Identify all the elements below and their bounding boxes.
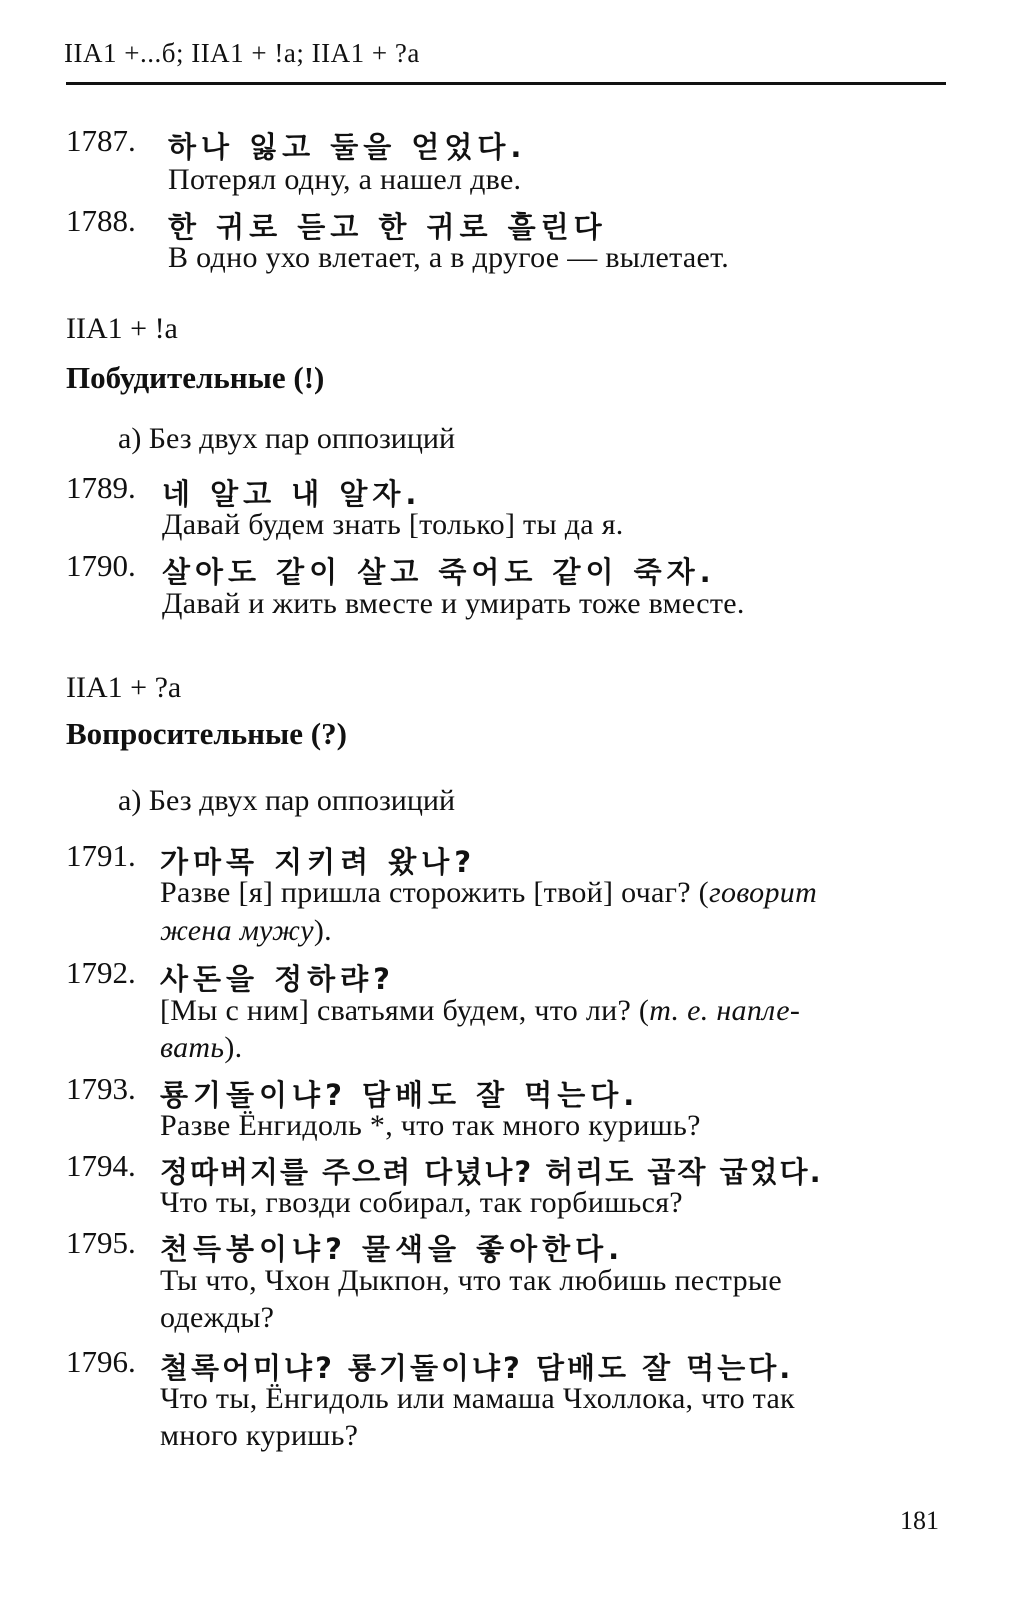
translation-line: одежды? (160, 1301, 275, 1334)
translation: Что ты, гвозди собирал, так горбишься? (160, 1186, 683, 1219)
translation-note: вать (160, 1031, 225, 1064)
korean-proverb: 천득봉이냐? 물색을 좋아한다. (160, 1232, 625, 1266)
page-number: 181 (900, 1506, 939, 1535)
entry-number: 1795. (66, 1225, 136, 1260)
korean-proverb: 네 알고 내 알자. (162, 477, 422, 511)
translation: Давай и жить вместе и умирать тоже вместе. (162, 587, 745, 620)
header-rule (66, 82, 946, 85)
korean-proverb: 정따버지를 주으려 다녔나? 허리도 곱작 굽었다. (160, 1155, 823, 1189)
korean-proverb: 사돈을 정하랴? (160, 962, 396, 996)
entry-number: 1792. (66, 955, 136, 990)
translation-line (160, 1031, 242, 1065)
translation: Давай будем знать [только] ты да я. (162, 508, 624, 541)
translation-note: жена мужу (160, 914, 314, 947)
entry-number: 1788. (66, 203, 136, 238)
translation: Разве Ёнгидоль *, что так много куришь? (160, 1109, 701, 1142)
entry-number: 1793. (66, 1071, 136, 1106)
translation-text: Разве [я] пришла сторожить [твой] очаг? ( (160, 876, 709, 909)
translation-text: ). (224, 1031, 243, 1064)
section-code: IIA1 + ?а (66, 671, 182, 704)
subheading: а) Без двух пар оппозиций (118, 784, 456, 817)
translation-text: ). (313, 914, 332, 947)
entry-number: 1790. (66, 548, 136, 583)
translation-note: т. е. напле- (649, 994, 801, 1027)
translation-line: Что ты, Ёнгидоль или мамаша Чхоллока, что так (160, 1382, 795, 1415)
korean-proverb: 철록어미냐? 룡기돌이냐? 담배도 잘 먹는다. (160, 1351, 794, 1385)
korean-proverb: 가마목 지키려 왔나? (160, 845, 477, 879)
entry-number: 1796. (66, 1344, 136, 1379)
translation-line (160, 994, 800, 1028)
translation-line (160, 914, 332, 948)
section-heading: Вопросительные (?) (66, 716, 347, 751)
translation-line (160, 876, 817, 910)
entry-number: 1789. (66, 470, 136, 505)
translation-line: много куришь? (160, 1419, 359, 1452)
subheading: а) Без двух пар оппозиций (118, 422, 456, 455)
translation: Потерял одну, а нашел две. (168, 163, 522, 196)
translation: В одно ухо влетает, а в другое — вылетает. (168, 241, 730, 274)
korean-proverb: 한 귀로 듣고 한 귀로 흘린다 (168, 210, 607, 244)
translation-line: Ты что, Чхон Дыкпон, что так любишь пестрые (160, 1264, 782, 1297)
korean-proverb: 하나 잃고 둘을 얻었다. (168, 130, 527, 164)
section-heading: Побудительные (!) (66, 360, 325, 395)
entry-number: 1787. (66, 123, 136, 158)
running-head: IIA1 +...б; IIA1 + !а; IIA1 + ?а (64, 38, 420, 68)
section-code: IIA1 + !а (66, 312, 178, 345)
translation-text: [Мы с ним] сватьями будем, что ли? ( (160, 994, 650, 1027)
entry-number: 1791. (66, 838, 136, 873)
entry-number: 1794. (66, 1148, 136, 1183)
translation-note: говорит (708, 876, 818, 909)
korean-proverb: 살아도 같이 살고 죽어도 같이 죽자. (162, 555, 716, 589)
korean-proverb: 룡기돌이냐? 담배도 잘 먹는다. (160, 1078, 640, 1112)
